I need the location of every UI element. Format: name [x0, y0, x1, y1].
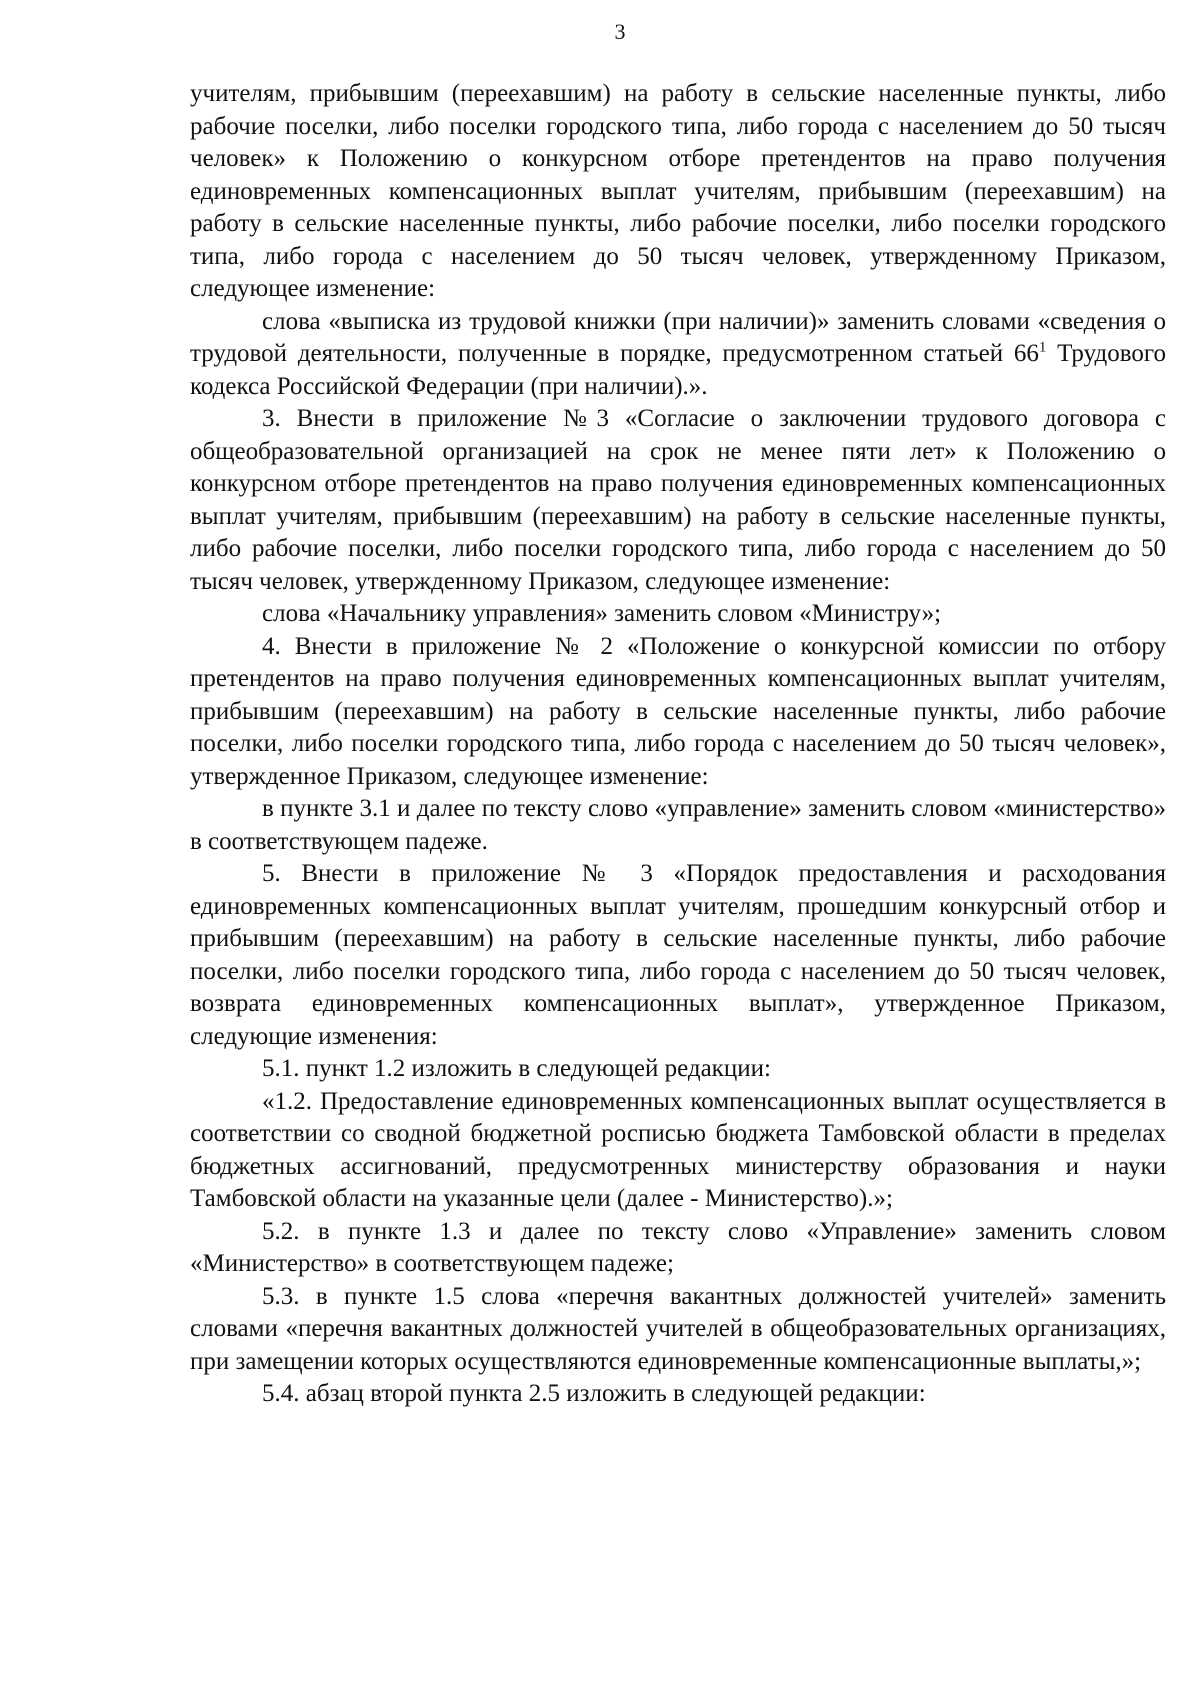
- paragraph-item-4: 4. Внести в приложение № 2 «Положение о конкурсной комиссии по отбору претендентов на право получения единовременных компенсационных выплат учителям, прибывшим (переехавшим) на работу в сельские населенные пункты, либо рабочие поселки, либо поселки городского типа, либо города с населением до 50 тысяч человек», утвержденное Приказом, следующее изменение:: [190, 632, 1166, 790]
- paragraph-item-5: 5. Внести в приложение № 3 «Порядок предоставления и расходования единовременных компенсационных выплат учителям, прошедшим конкурсный отбор и прибывшим (переехавшим) на работу в сельские населенные пункты, либо рабочие поселки, либо поселки городского типа, либо города с населением до 50 тысяч человек, возврата единовременных компенсационных выплат», утвержденное Приказом, следующие изменения:: [190, 860, 1166, 1050]
- paragraph-item-1-2-quote: «1.2. Предоставление единовременных компенсационных выплат осуществляется в соответствии со сводной бюджетной росписью бюджета Тамбовской области в пределах бюджетных ассигнований, предусмотренных министерству образования и науки Тамбовской области на указанные цели (далее - Министерство).»;: [190, 1087, 1166, 1212]
- paragraph-text-before-superscript: слова «выписка из трудовой книжки (при наличии)» заменить словами «сведения о трудовой деятельности, полученные в порядке, предусмотренном статьей 66: [190, 307, 1166, 367]
- paragraph-replacement-labor-record: [190, 306, 1166, 404]
- page-number: 3: [614, 19, 626, 44]
- paragraph-replacement-minister: слова «Начальнику управления» заменить словом «Министру»;: [262, 600, 942, 627]
- paragraph-continuation: учителям, прибывшим (переехавшим) на работу в сельские населенные пункты, либо рабочие поселки, либо поселки городского типа, либо города с населением до 50 тысяч человек» к Положению о конкурсном отборе претендентов на право получения единовременных компенсационных выплат учителям, прибывшим (переехавшим) на работу в сельские населенные пункты, либо рабочие поселки, либо поселки городского типа, либо города с населением до 50 тысяч человек, утвержденному Приказом, следующее изменение:: [190, 80, 1166, 302]
- paragraph-item-5-1: 5.1. пункт 1.2 изложить в следующей редакции:: [262, 1055, 771, 1082]
- article-superscript: 1: [1038, 339, 1047, 356]
- paragraph-item-5-2: 5.2. в пункте 1.3 и далее по тексту слово «Управление» заменить словом «Министерство» в соответствующем падеже;: [190, 1217, 1166, 1277]
- paragraph-replacement-ministry: в пункте 3.1 и далее по тексту слово «управление» заменить словом «министерство» в соответствующем падеже.: [190, 795, 1166, 855]
- document-body: [190, 78, 1166, 1411]
- paragraph-text-after-superscript: Трудового кодекса Российской Федерации (при наличии).».: [190, 340, 1167, 400]
- paragraph-item-5-3: 5.3. в пункте 1.5 слова «перечня вакантных должностей учителей» заменить словами «перечня вакантных должностей учителей в общеобразовательных организациях, при замещении которых осуществляются единовременные компенсационные выплаты,»;: [190, 1282, 1166, 1375]
- paragraph-item-3: 3. Внести в приложение №3 «Согласие о заключении трудового договора с общеобразовательной организацией на срок не менее пяти лет» к Положению о конкурсном отборе претендентов на право получения единовременных компенсационных выплат учителям, прибывшим (переехавшим) на работу в сельские населенные пункты, либо рабочие поселки, либо поселки городского типа, либо города с населением до 50 тысяч человек, утвержденному Приказом, следующее изменение:: [190, 405, 1166, 595]
- paragraph-item-5-4: 5.4. абзац второй пункта 2.5 изложить в следующей редакции:: [262, 1380, 926, 1407]
